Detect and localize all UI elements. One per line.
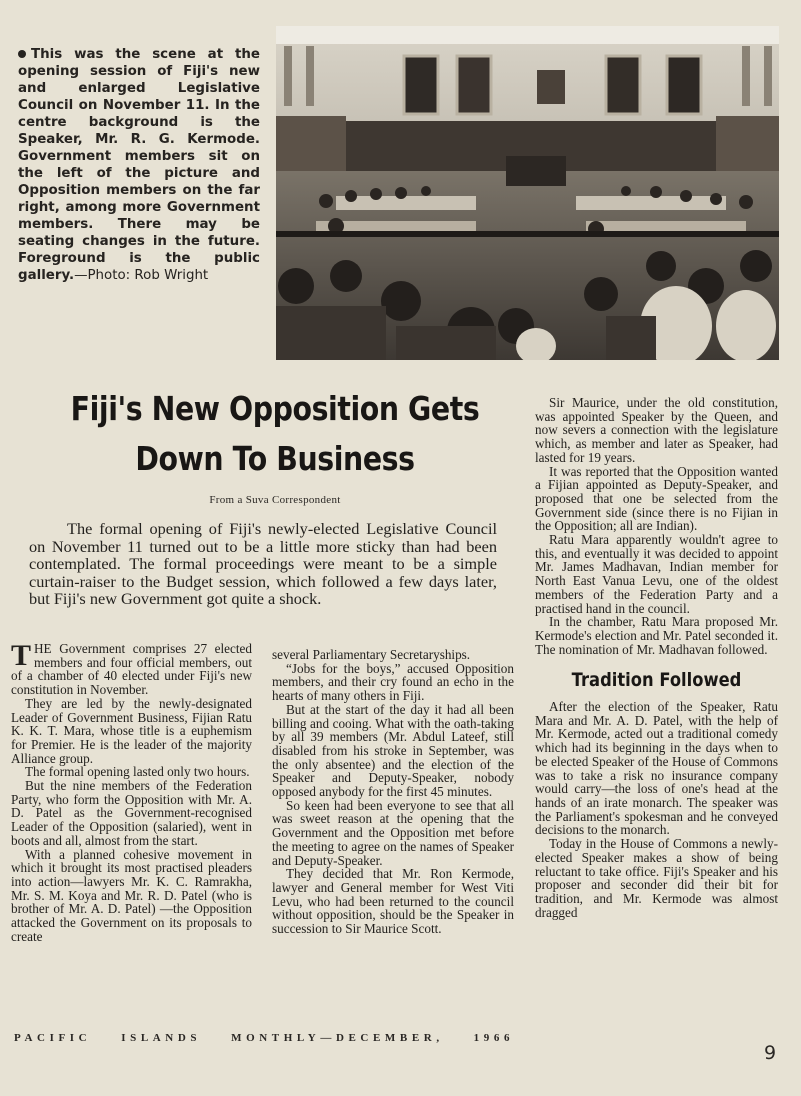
footer-word: MONTHLY—DECEMBER, <box>231 1032 444 1044</box>
page-footer <box>14 1032 574 1044</box>
lede-paragraph <box>29 520 497 608</box>
paragraph: They are led by the newly-designated Leader of Government Business, Fijian Ratu K. K. T. Mara, whose title is a euphemism for Premier. He is the leader of the majority Alliance group. <box>11 695 252 766</box>
article-column-3 <box>535 396 778 919</box>
byline: From a Suva Correspondent <box>209 494 341 506</box>
caption-text: This was the scene at the opening session of Fiji's new and enlarged Legislative Council on November 11. In the centre background is the Speaker, Mr. R. G. Kermode. Government members sit on the left of the picture and Opposition members on the far right, among more Government members. There may be seating changes in the future. Foreground is the public gallery. <box>18 47 260 283</box>
headline-line-1: Fiji's New Opposition Gets <box>70 389 480 428</box>
paragraph: THE Government comprises 27 elected members and four official members, out of a chamber of 40 elected under Fiji's new constitution in November. <box>11 639 252 698</box>
paragraph: Today in the House of Commons a newly-elected Speaker makes a show of being reluctant to take office. Fiji's Speaker and his proposer and seconder did their bit for tradition, and Mr. Kermode was almost dragged <box>535 836 778 920</box>
photo-credit: —Photo: Rob Wright <box>74 268 209 283</box>
article-headline <box>64 384 485 484</box>
photo-caption <box>18 46 260 284</box>
paragraph: The formal opening lasted only two hours. <box>25 764 250 780</box>
drop-cap: T <box>11 639 32 672</box>
bullet-icon <box>18 50 26 58</box>
headline-line-2: Down To Business <box>135 439 415 478</box>
subheading: Tradition Followed <box>571 669 742 692</box>
paragraph: Ratu Mara apparently wouldn't agree to this, and eventually it was decided to appoint Mr. James Madhavan, Indian member for North East Vanua Levu, one of the oldest members of the Federation Party and a practised hand in the council. <box>535 532 778 616</box>
paragraph: They decided that Mr. Ron Kermode, lawyer and General member for West Viti Levu, who had been returned to the council without opposition, should be the Speaker in succession to Sir Maurice Scott. <box>272 866 514 937</box>
paragraph: It was reported that the Opposition wanted a Fijian appointed as Deputy-Speaker, and proposed that one be selected from the Government side (since there is no Fijian in the Opposition; all are Indian). <box>535 463 778 534</box>
paragraph: Sir Maurice, under the old constitution, was appointed Speaker by the Queen, and now severs a connection with the legislature which, as member and later as Speaker, had lasted for 19 years. <box>535 395 778 465</box>
paragraph: several Parliamentary Secretaryships. <box>272 647 471 662</box>
paragraph: So keen had been everyone to see that all was sweet reason at the opening that the Government and the Opposition met before the meeting to agree on the names of Speaker and Deputy-Speaker. <box>272 797 514 868</box>
council-chamber-photo <box>276 26 779 360</box>
page-number: 9 <box>764 1042 777 1064</box>
paragraph: But at the start of the day it had all been billing and cooing. What with the oath-taking by all 39 members (Mr. Abdul Lateef, still disabled from his stroke in September, was the only absentee) and the election of the Speaker and Deputy-Speaker, nobody opposed anybody for the first 45 minutes. <box>272 701 514 800</box>
paragraph: “Jobs for the boys,” accused Opposition members, and their cry found an echo in the hearts of many others in Fiji. <box>272 660 514 704</box>
lede-text: The formal opening of Fiji's newly-elected Legislative Council on November 11 turned out to be a little more sticky than had been contemplated. The formal proceedings were meant to be a simple curtain-raiser to the Budget session, which followed a few days later, but Fiji's new Government got quite a shock. <box>29 519 497 609</box>
footer-word: ISLANDS <box>121 1032 202 1044</box>
article-column-2 <box>272 648 514 936</box>
article-column-1 <box>11 639 252 944</box>
footer-year: 1966 <box>473 1032 515 1044</box>
footer-word: PACIFIC <box>14 1032 92 1044</box>
paragraph: With a planned cohesive movement in which it brought its most practised pleaders into action—lawyers Mr. K. C. Ramrakha, Mr. S. M. Koya and Mr. R. D. Patel (who is brother of Mr. A. D. Patel) —the Opposition attacked the Government on its proposals to create <box>11 846 252 944</box>
paragraph: After the election of the Speaker, Ratu Mara and Mr. A. D. Patel, with the help of Mr. Kermode, acted out a traditional comedy which had its beginning in the days when to be elected Speaker of the House of Commons was to take a risk no insurance company would carry—the loss of one's head at the hands of an irate monarch. The speaker was the Parliament's spokesman and he conveyed decisions to the monarch. <box>535 699 778 838</box>
paragraph: But the nine members of the Federation Party, who form the Opposition with Mr. A. D. Patel as the Government-recognised Leader of the Opposition (salaried), went in boots and all, almost from the start. <box>11 778 252 848</box>
paragraph: In the chamber, Ratu Mara proposed Mr. Kermode's election and Mr. Patel seconded it. The nomination of Mr. Madhavan followed. <box>535 614 778 657</box>
